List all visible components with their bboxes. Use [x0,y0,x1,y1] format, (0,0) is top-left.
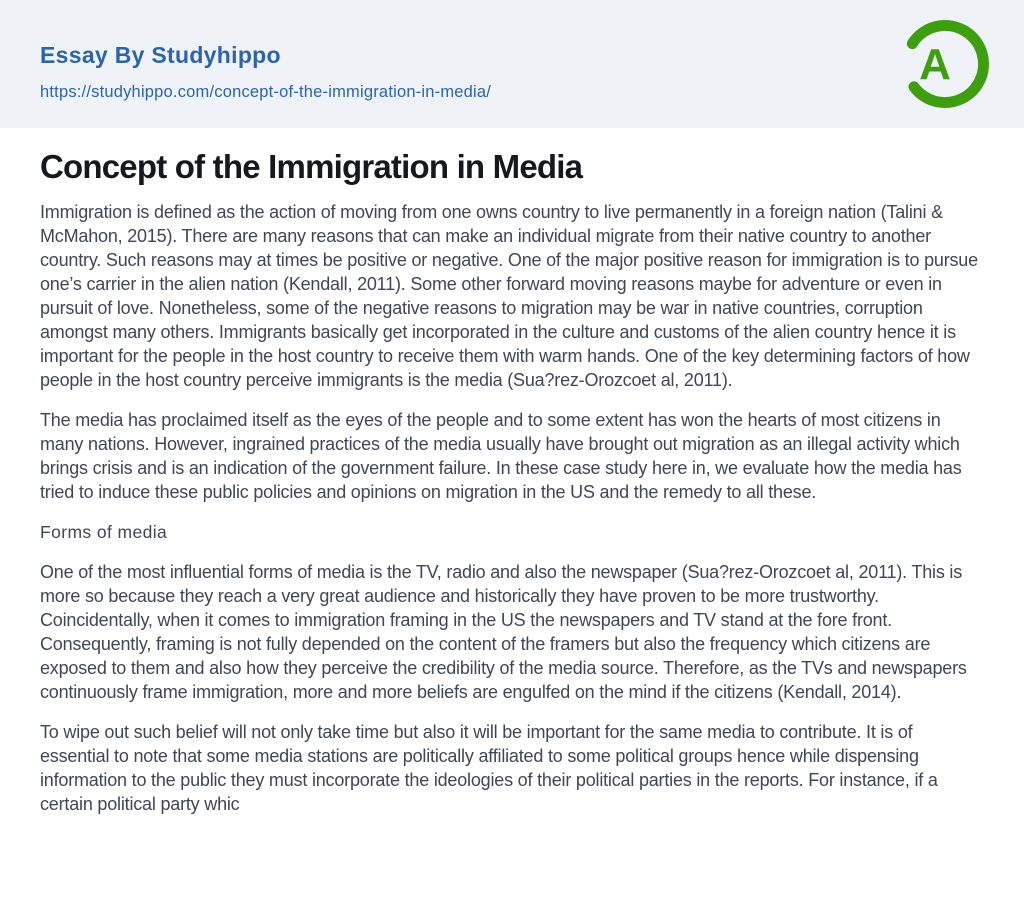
logo-arc-icon [898,17,992,111]
header-text-group [40,42,491,102]
site-title: Essay By Studyhippo [40,42,281,68]
essay-url-link[interactable]: https://studyhippo.com/concept-of-the-immigration-in-media/ [40,83,492,101]
section-subheading: Forms of media [40,522,168,542]
logo-letter: A [919,40,951,89]
essay-paragraph: Immigration is defined as the action of moving from one owns country to live permanently in a foreign nation (Talini & McMahon, 2015). There are many reasons that can make an individual migrate from their native country to another country. Such reasons may at times be positive or negative. One of the major positive reason for immigration is to pursue one’s carrier in the alien nation (Kendall, 2011). Some other forward moving reasons maybe for adventure or even in pursuit of love. Nonetheless, some of the negative reasons to migration may be war in native countries, corruption amongst many others. Immigrants basically get incorporated in the culture and customs of the alien country hence it is important for the people in the host country to receive them with warm hands. One of the key determining factors of how people in the host country perceive immigrants is the media (Sua?rez-Orozcoet al, 2011). [40,202,978,390]
studyhippo-logo[interactable] [898,17,992,111]
header-bar [0,0,1024,128]
essay-paragraph: One of the most influential forms of media is the TV, radio and also the newspaper (Sua?rez-Orozcoet al, 2011). This is more so because they reach a very great audience and historically they have proven to be more trustworthy. Coincidentally, when it comes to immigration framing in the US the newspapers and TV stand at the fore front. Consequently, framing is not fully depended on the content of the framers but also the frequency which citizens are exposed to them and also how they perceive the credibility of the media source. Therefore, as the TVs and newspapers continuously frame immigration, more and more beliefs are engulfed on the mind if the citizens (Kendall, 2014). [40,562,967,702]
essay-paragraph: To wipe out such belief will not only take time but also it will be important for the same media to contribute. It is of essential to note that some media stations are politically affiliated to some political groups hence while dispensing information to the public they must incorporate the ideologies of their political parties in the reports. For instance, if a certain political party whic [40,722,938,814]
essay-paragraph: The media has proclaimed itself as the eyes of the people and to some extent has won the hearts of most citizens in many nations. However, ingrained practices of the media usually have brought out migration as an illegal activity which brings crisis and is an indication of the government failure. In these case study here in, we evaluate how the media has tried to induce these public policies and opinions on migration in the US and the remedy to all these. [40,410,962,502]
essay-title: Concept of the Immigration in Media [40,148,583,185]
essay-content [0,147,1024,816]
